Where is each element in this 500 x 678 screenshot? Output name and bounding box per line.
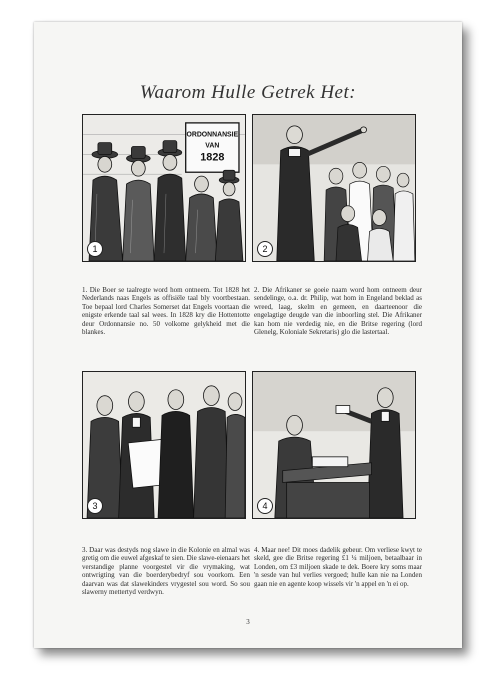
slave-owners-meeting-drawing	[83, 372, 245, 518]
sign-line-1: ORDONNANSIE	[186, 131, 239, 139]
missionary-speech-drawing	[253, 115, 415, 261]
illustration-panel-3	[82, 371, 246, 519]
panel-number-4: 4	[257, 498, 273, 514]
page-number: 3	[246, 618, 250, 626]
panel-number-1: 1	[87, 241, 103, 257]
crowd-ordinance-drawing	[83, 115, 245, 261]
page-title: Waarom Hulle Getrek Het:	[139, 82, 357, 103]
illustration-panel-2	[252, 114, 416, 262]
caption-2: 2. Die Afrikaner se goeie naam word hom ontneem deur sendelinge, o.a. dr. Philip, wat hom in Engeland beklad as wreed, laag, skelm en gemeen, en daarteenoor die engelagtige deugde van die inboorling stel. Die Afrikaner kan hom nie verdedig nie, en die Britse regering (lord Glenelg, Koloniale Sekretaris) glo die lastertaal.	[254, 286, 422, 337]
illustration-panel-4	[252, 371, 416, 519]
caption-4: 4. Maar nee! Dit moes dadelik gebeur. Om verliese kwyt te skeld, gee die Britse regering £1 ¼ miljoen, betaalbaar in Londen, om £3 miljoen skade te dek. Boere kry soms maar 'n sesde van hul verlies vergoed; hulle kan nie na Londen gaan nie en agente koop wissels vir 'n appel en 'n ei op.	[254, 546, 422, 588]
sign-line-2: VAN	[205, 142, 220, 150]
document-page	[34, 22, 462, 648]
compensation-payment-drawing	[253, 372, 415, 518]
panel-number-2: 2	[257, 241, 273, 257]
illustration-panel-1	[82, 114, 246, 262]
caption-3: 3. Daar was destyds nog slawe in die Kolonie en almal was gretig om die euwel afgeskaf te sien. Die slawe-eienaars het verstandige planne voorgestel vir die vrymaking, wat ontwrigting van die boerderybedryf sou voorkom. Een daarvan was dat slawekinders vrygestel sou word. So sou slawerny mettertyd verdwyn.	[82, 546, 250, 597]
caption-1: 1. Die Boer se taalregte word hom ontneem. Tot 1828 het Nederlands naas Engels as offisiële taal bly voortbestaan. Toe bepaal lord Charles Somerset dat Engels voortaan die enigste erkende taal sal wees. In 1828 kry die Hottentotte deur Ordonnansie no. 50 volkome gelykheid met die blankes.	[82, 286, 250, 337]
sign-line-3: 1828	[200, 151, 225, 164]
panel-number-3: 3	[87, 498, 103, 514]
